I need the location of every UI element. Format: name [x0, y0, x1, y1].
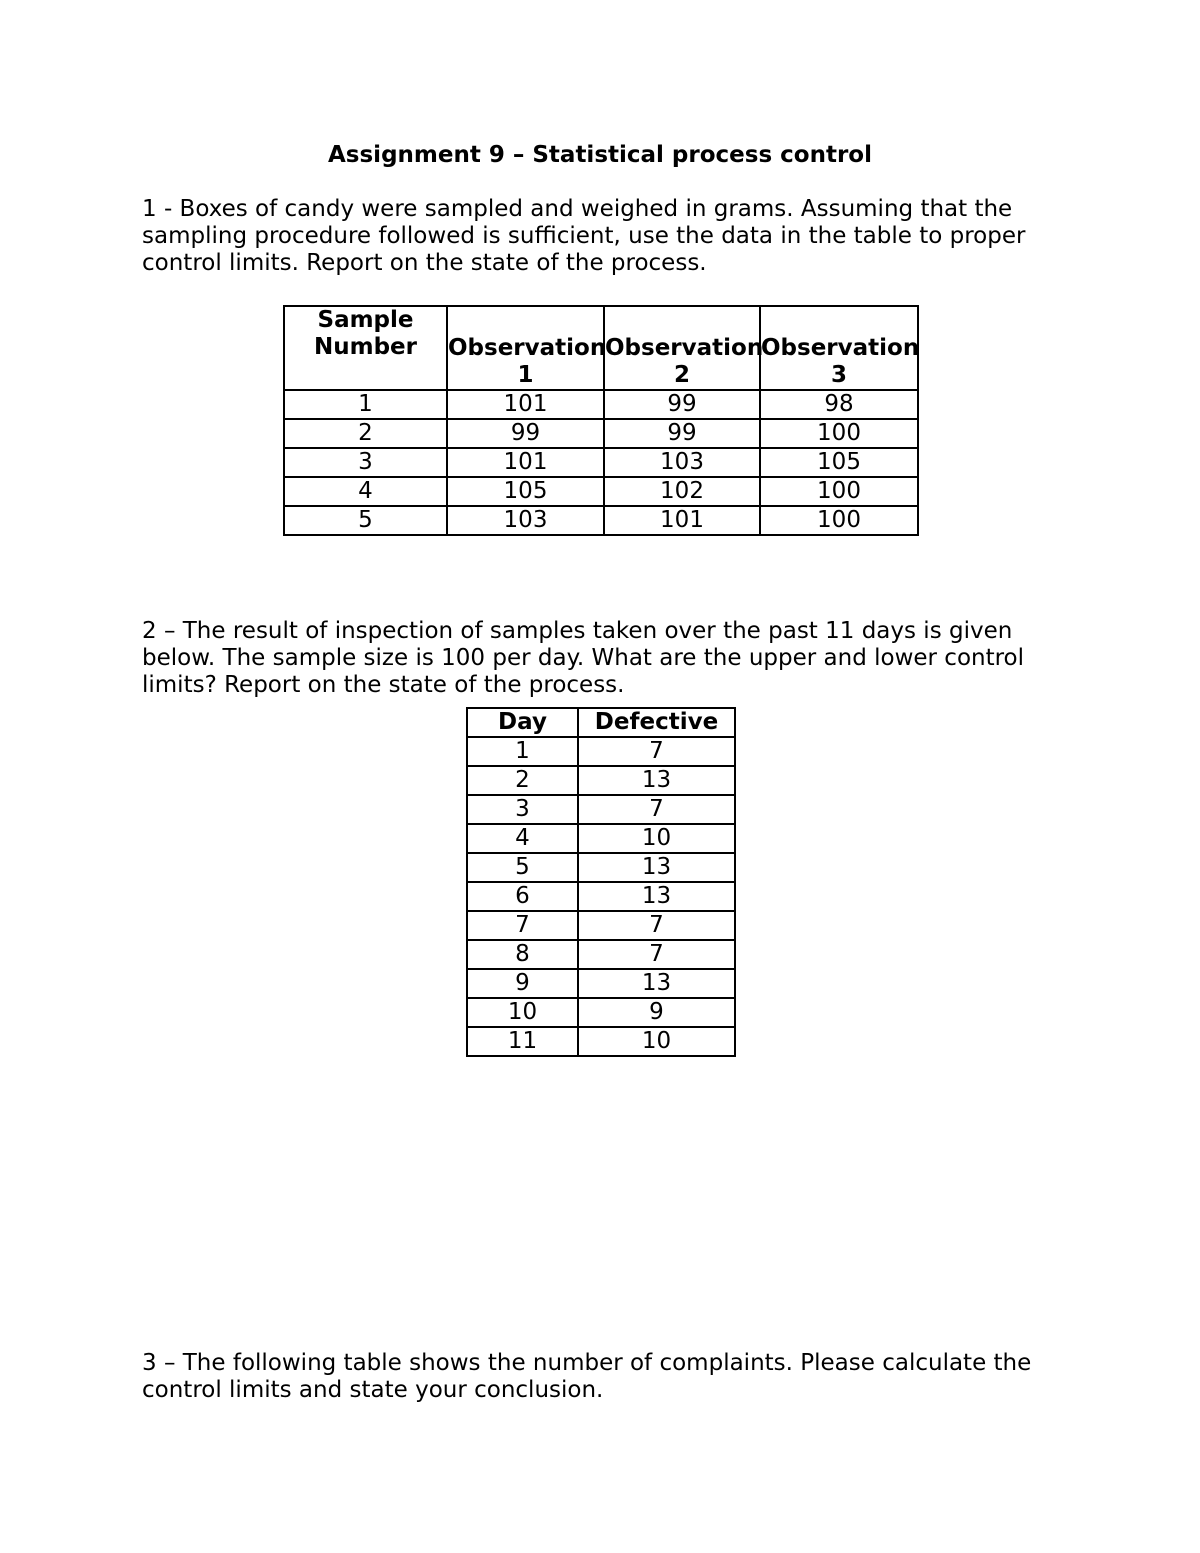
- header-observation-2: Observation 2: [604, 306, 760, 390]
- cell-day: 3: [467, 795, 578, 824]
- cell-defective: 7: [578, 795, 735, 824]
- cell-observation-2: 99: [604, 419, 760, 448]
- question-1-text: 1 - Boxes of candy were sampled and weighed in grams. Assuming that the sampling procedure followed is sufficient, use the data in the table to proper control limits. Report on the state of the process.: [142, 196, 1026, 276]
- table-row: [467, 824, 735, 853]
- header-defective: Defective: [578, 708, 735, 737]
- table-header-row: [467, 708, 735, 737]
- table-row: [467, 795, 735, 824]
- cell-observation-2: 103: [604, 448, 760, 477]
- cell-day: 9: [467, 969, 578, 998]
- table-row: [467, 998, 735, 1027]
- table-row: [284, 419, 918, 448]
- question-2-text: 2 – The result of inspection of samples taken over the past 11 days is given below. The sample size is 100 per day. What are the upper and lower control limits? Report on the state of the process.: [142, 618, 1025, 698]
- cell-sample-number: 2: [284, 419, 447, 448]
- cell-defective: 13: [578, 882, 735, 911]
- cell-observation-3: 98: [760, 390, 918, 419]
- table-row: [467, 1027, 735, 1056]
- cell-day: 5: [467, 853, 578, 882]
- cell-observation-2: 102: [604, 477, 760, 506]
- question-3-text: 3 – The following table shows the number of complaints. Please calculate the control limits and state your conclusion.: [142, 1350, 1032, 1403]
- page-title: Assignment 9 – Statistical process control: [328, 142, 872, 168]
- cell-sample-number: 4: [284, 477, 447, 506]
- cell-observation-3: 100: [760, 477, 918, 506]
- cell-sample-number: 5: [284, 506, 447, 535]
- cell-observation-2: 101: [604, 506, 760, 535]
- cell-defective: 13: [578, 853, 735, 882]
- cell-observation-1: 99: [447, 419, 604, 448]
- table-row: [467, 882, 735, 911]
- table-row: [284, 448, 918, 477]
- cell-defective: 7: [578, 911, 735, 940]
- cell-day: 11: [467, 1027, 578, 1056]
- cell-day: 7: [467, 911, 578, 940]
- table-row: [284, 506, 918, 535]
- cell-observation-1: 105: [447, 477, 604, 506]
- cell-observation-1: 101: [447, 390, 604, 419]
- header-sample-number: Sample Number: [284, 306, 447, 390]
- cell-defective: 10: [578, 824, 735, 853]
- cell-day: 10: [467, 998, 578, 1027]
- table-row: [284, 390, 918, 419]
- cell-observation-3: 100: [760, 419, 918, 448]
- cell-sample-number: 3: [284, 448, 447, 477]
- cell-defective: 10: [578, 1027, 735, 1056]
- table-row: [467, 969, 735, 998]
- cell-defective: 7: [578, 940, 735, 969]
- table-row: [467, 737, 735, 766]
- cell-observation-1: 103: [447, 506, 604, 535]
- cell-observation-2: 99: [604, 390, 760, 419]
- defectives-table: [466, 707, 736, 1057]
- cell-observation-3: 105: [760, 448, 918, 477]
- cell-observation-1: 101: [447, 448, 604, 477]
- cell-defective: 7: [578, 737, 735, 766]
- sample-weights-table: [283, 305, 919, 536]
- table-row: [467, 911, 735, 940]
- table-row: [467, 766, 735, 795]
- cell-observation-3: 100: [760, 506, 918, 535]
- header-day: Day: [467, 708, 578, 737]
- cell-day: 6: [467, 882, 578, 911]
- cell-day: 4: [467, 824, 578, 853]
- table-row: [284, 477, 918, 506]
- cell-day: 1: [467, 737, 578, 766]
- cell-day: 2: [467, 766, 578, 795]
- table-row: [467, 940, 735, 969]
- cell-defective: 9: [578, 998, 735, 1027]
- cell-defective: 13: [578, 766, 735, 795]
- header-observation-3: Observation 3: [760, 306, 918, 390]
- cell-sample-number: 1: [284, 390, 447, 419]
- cell-defective: 13: [578, 969, 735, 998]
- header-observation-1: Observation 1: [447, 306, 604, 390]
- table-row: [467, 853, 735, 882]
- cell-day: 8: [467, 940, 578, 969]
- table-header-row: [284, 306, 918, 390]
